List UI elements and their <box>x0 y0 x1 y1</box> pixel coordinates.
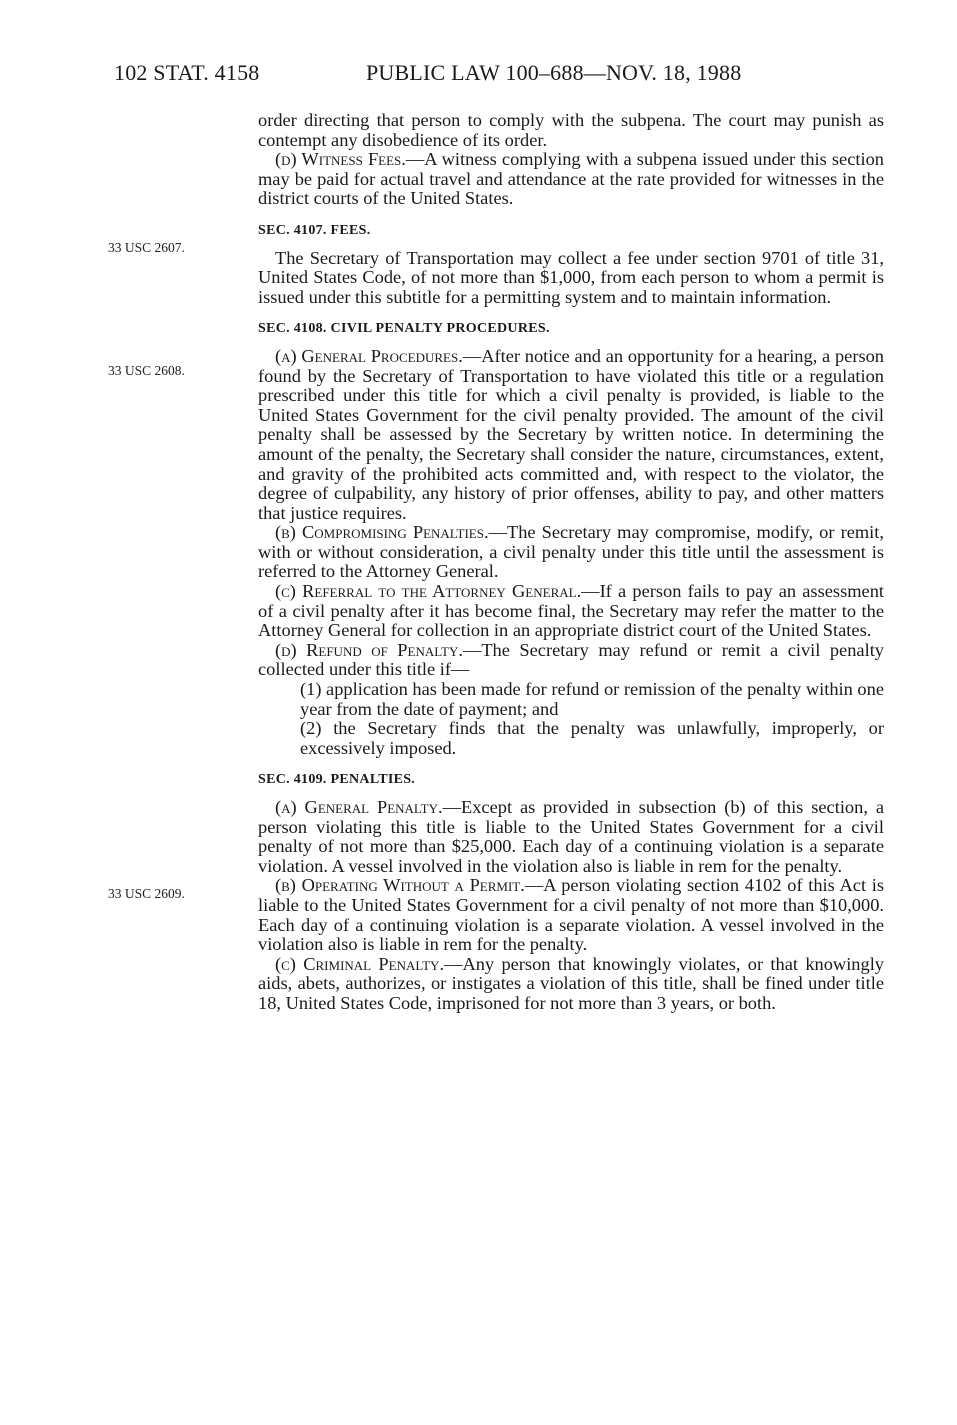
paragraph-refund <box>258 641 884 680</box>
subsection-heading: (b) Operating Without a Permit. <box>275 875 525 896</box>
subsection-text: —Any person that knowingly violates, or that knowingly aids, abets, authorizes, or instigates a violation of this title, shall be fined under title 18, United States Code, imprisoned for not more than 3 years, or both. <box>258 953 884 1013</box>
section-heading-4108: SEC. 4108. CIVIL PENALTY PROCEDURES. <box>258 321 550 337</box>
margin-note-2609: 33 USC 2609. <box>108 886 185 901</box>
subsection-heading: (c) Referral to the Attorney General. <box>275 581 582 602</box>
subsection-heading: (c) Criminal Penalty. <box>275 953 445 974</box>
page-header <box>114 60 897 88</box>
list-item-2: (2) the Secretary finds that the penalty was unlawfully, improperly, or excessively imposed. <box>300 718 884 758</box>
paragraph-general-penalty <box>258 798 884 876</box>
subsection-text: —The Secretary may compromise, modify, or remit, with or without consideration, a civil penalty under this title until the assessment is referred to the Attorney General. <box>258 522 884 582</box>
paragraph-witness-fees <box>258 150 884 209</box>
subsection-text: —The Secretary may refund or remit a civil penalty collected under this title if— <box>258 639 884 680</box>
paragraph-referral <box>258 582 884 641</box>
margin-note-2607: 33 USC 2607. <box>108 240 185 255</box>
subsection-heading: (d) Witness Fees. <box>275 149 406 170</box>
subsection-heading: (b) Compromising Penalties. <box>275 522 489 543</box>
section-heading-4107: SEC. 4107. FEES. <box>258 222 371 238</box>
document-body <box>258 111 884 1014</box>
paragraph-general-procedures <box>258 347 884 523</box>
section-heading-4109: SEC. 4109. PENALTIES. <box>258 772 416 788</box>
subsection-text: —A witness complying with a subpena issued under this section may be paid for actual travel and attendance at the rate provided for witnesses in the district courts of the United States. <box>258 149 884 209</box>
list-item-1: (1) application has been made for refund or remission of the penalty within one year from the date of payment; and <box>300 679 884 719</box>
subsection-heading: (a) General Penalty. <box>275 797 443 817</box>
subsection-text: —If a person fails to pay an assessment of a civil penalty after it has become final, the Secretary may refer the matter to the Attorney General for collection in an appropriate district court of the United States. <box>258 581 884 641</box>
subsection-heading: (a) General Procedures. <box>275 345 463 366</box>
public-law-citation: PUBLIC LAW 100–688—NOV. 18, 1988 <box>366 60 742 85</box>
subsection-text: —Except as provided in subsection (b) of this section, a person violating this title is liable to the United States Government for a civil penalty of not more than $25,000. Each day of a continuing violation is a separate violation. A vessel involved in the violation also is liable in rem for the penalty. <box>258 797 884 876</box>
stat-page-number: 102 STAT. 4158 <box>114 60 260 85</box>
paragraph-operating-without-permit <box>258 876 884 954</box>
paragraph-continued: order directing that person to comply with the subpena. The court may punish as contempt any disobedience of its order. <box>258 110 884 150</box>
paragraph-fees: The Secretary of Transportation may collect a fee under section 9701 of title 31, United States Code, of not more than $1,000, from each person to whom a permit is issued under this subtitle for a permitting system and to maintain information. <box>258 247 884 307</box>
subsection-heading: (d) Refund of Penalty. <box>275 639 463 660</box>
margin-note-2608: 33 USC 2608. <box>108 363 185 378</box>
paragraph-criminal-penalty <box>258 955 884 1014</box>
subsection-text: —A person violating section 4102 of this Act is liable to the United States Government for a civil penalty of not more than $10,000. Each day of a continuing violation is a separate violation. A vessel involved in the violation also is liable in rem for the penalty. <box>258 875 885 955</box>
subsection-text: —After notice and an opportunity for a hearing, a person found by the Secretary of Transportation to have violated this title or a regulation prescribed under this title for which a civil penalty is provided, is liable to the United States Government for the civil penalty provided. The amount of the civil penalty shall be assessed by the Secretary by written notice. In determining the amount of the penalty, the Secretary shall consider the nature, circumstances, extent, and gravity of the prohibited acts committed and, with respect to the violator, the degree of culpability, any history of prior offenses, ability to pay, and other matters that justice requires. <box>258 345 884 523</box>
paragraph-compromising-penalties <box>258 523 884 582</box>
